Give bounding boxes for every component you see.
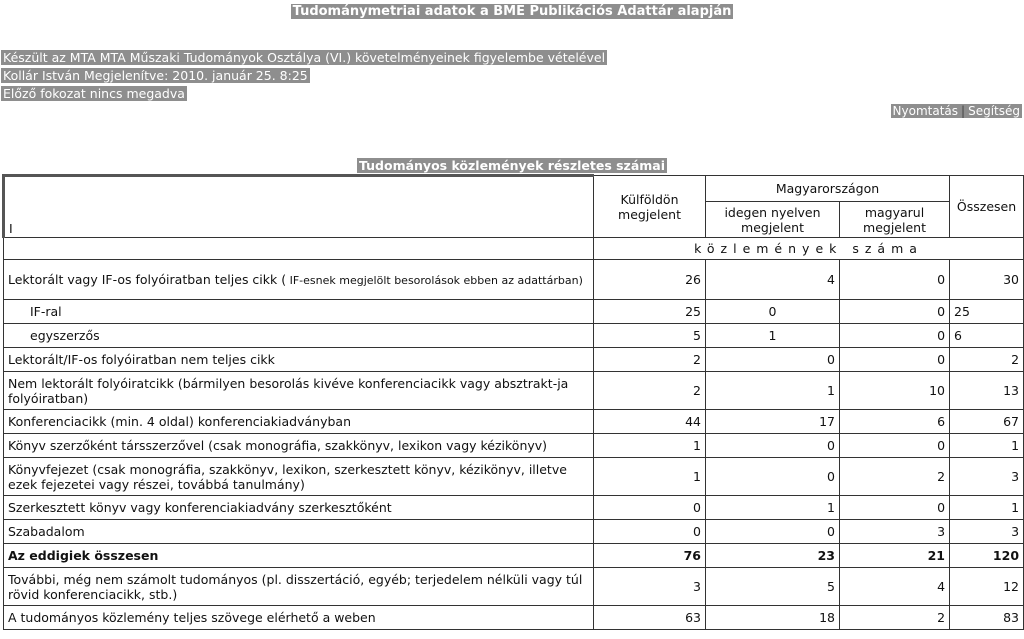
cell-hungarian: 4	[840, 568, 950, 606]
table-row	[4, 324, 1024, 348]
cell-total: 6	[950, 324, 1024, 348]
table-row-total	[4, 544, 1024, 568]
cell-total: 25	[950, 300, 1024, 324]
cell-foreign-language: 18	[706, 606, 840, 630]
cell-abroad: 26	[594, 260, 706, 300]
cell-hungarian: 0	[840, 348, 950, 372]
cell-hungarian: 0	[840, 496, 950, 520]
col-header-hungary: Magyarországon	[706, 176, 950, 202]
page-title-row	[0, 4, 1024, 19]
cell-foreign-language: 0	[706, 434, 840, 458]
page-title: Tudománymetriai adatok a BME Publikációs Adattár alapján	[292, 4, 732, 19]
table-row	[4, 372, 1024, 410]
cell-total: 3	[950, 458, 1024, 496]
cell-hungarian: 0	[840, 324, 950, 348]
cell-hungarian: 21	[840, 544, 950, 568]
cell-abroad: 0	[594, 520, 706, 544]
cell-foreign-language: 1	[706, 324, 840, 348]
cell-hungarian: 3	[840, 520, 950, 544]
table-row	[4, 300, 1024, 324]
cell-total: 1	[950, 434, 1024, 458]
row-label: A tudományos közlemény teljes szövege elérhető a weben	[4, 606, 594, 630]
table-row	[4, 520, 1024, 544]
corner-header: I	[4, 176, 594, 238]
row-note: IF-esnek megjelölt besorolások ebben az adattárban)	[286, 274, 583, 287]
cell-abroad: 5	[594, 324, 706, 348]
table-row	[4, 434, 1024, 458]
cell-abroad: 25	[594, 300, 706, 324]
cell-total: 12	[950, 568, 1024, 606]
cell-foreign-language: 1	[706, 496, 840, 520]
cell-abroad: 76	[594, 544, 706, 568]
cell-hungarian: 0	[840, 300, 950, 324]
cell-hungarian: 2	[840, 606, 950, 630]
table-row	[4, 260, 1024, 300]
cell-foreign-language: 0	[706, 520, 840, 544]
row-label: IF-ral	[4, 300, 594, 324]
link-separator: |	[961, 104, 966, 118]
table-row	[4, 496, 1024, 520]
top-links	[891, 104, 1022, 118]
subheader-blank	[4, 238, 594, 260]
col-header-abroad: Külföldön megjelent	[594, 176, 706, 238]
row-label: Lektorált vagy IF-os folyóiratban teljes cikk ( IF-esnek megjelölt besorolások ebben az adattárban)	[4, 260, 594, 300]
cell-foreign-language: 0	[706, 300, 840, 324]
cell-foreign-language: 23	[706, 544, 840, 568]
table-row	[4, 410, 1024, 434]
cell-total: 67	[950, 410, 1024, 434]
section-title: Tudományos közlemények részletes számai	[358, 158, 666, 173]
cell-abroad: 3	[594, 568, 706, 606]
cell-foreign-language: 0	[706, 348, 840, 372]
print-link[interactable]: Nyomtatás	[892, 104, 959, 118]
cell-foreign-language: 0	[706, 458, 840, 496]
table-row	[4, 568, 1024, 606]
cell-abroad: 2	[594, 348, 706, 372]
col-header-total: Összesen	[950, 176, 1024, 238]
cell-total: 120	[950, 544, 1024, 568]
cell-hungarian: 2	[840, 458, 950, 496]
table-row	[4, 606, 1024, 630]
cell-total: 1	[950, 496, 1024, 520]
publication-stats-table	[2, 174, 1024, 630]
row-label: Nem lektorált folyóiratcikk (bármilyen besorolás kivéve konferenciacikk vagy absztrakt-ja folyóiratban)	[4, 372, 594, 410]
cell-hungarian: 6	[840, 410, 950, 434]
table-row	[4, 458, 1024, 496]
cell-abroad: 1	[594, 434, 706, 458]
cell-total: 30	[950, 260, 1024, 300]
section-title-row	[0, 158, 1024, 173]
row-label: Szerkesztett könyv vagy konferenciakiadvány szerkesztőként	[4, 496, 594, 520]
cell-hungarian: 0	[840, 434, 950, 458]
cell-total: 2	[950, 348, 1024, 372]
row-label: További, még nem számolt tudományos (pl. disszertáció, egyéb; terjedelem nélküli vagy túl rövid konferenciacikk, stb.)	[4, 568, 594, 606]
cell-abroad: 44	[594, 410, 706, 434]
row-label: Lektorált/IF-os folyóiratban nem teljes cikk	[4, 348, 594, 372]
cell-hungarian: 0	[840, 260, 950, 300]
cell-hungarian: 10	[840, 372, 950, 410]
cell-total: 13	[950, 372, 1024, 410]
col-header-foreign-language: idegen nyelven megjelent	[706, 202, 840, 238]
cell-abroad: 1	[594, 458, 706, 496]
row-label: Az eddigiek összesen	[4, 544, 594, 568]
row-label: egyszerzős	[4, 324, 594, 348]
row-label: Konferenciacikk (min. 4 oldal) konferenciakiadványban	[4, 410, 594, 434]
cell-total: 3	[950, 520, 1024, 544]
cell-foreign-language: 4	[706, 260, 840, 300]
help-link[interactable]: Segítség	[968, 104, 1020, 118]
cell-abroad: 2	[594, 372, 706, 410]
cell-foreign-language: 1	[706, 372, 840, 410]
cell-abroad: 0	[594, 496, 706, 520]
cell-foreign-language: 5	[706, 568, 840, 606]
row-label: Szabadalom	[4, 520, 594, 544]
subheader-count-label: közlemények száma	[594, 238, 1024, 260]
row-label: Könyvfejezet (csak monográfia, szakkönyv, lexikon, szerkesztett könyv, kézikönyv, illetve ezek fejezetei vagy részei, továbbá tanulmány)	[4, 458, 594, 496]
cell-total: 83	[950, 606, 1024, 630]
meta-line-previous-degree: Előző fokozat nincs megadva	[3, 86, 185, 101]
table-row	[4, 348, 1024, 372]
row-label: Könyv szerzőként társszerzővel (csak monográfia, szakkönyv, lexikon vagy kézikönyv)	[4, 434, 594, 458]
meta-line-criteria: Készült az MTA MTA Műszaki Tudományok Osztálya (VI.) követelményeinek figyelembe vételével	[3, 50, 606, 65]
col-header-hungarian: magyarul megjelent	[840, 202, 950, 238]
cell-abroad: 63	[594, 606, 706, 630]
meta-line-author-date: Kollár István Megjelenítve: 2010. január 25. 8:25	[3, 68, 308, 83]
cell-foreign-language: 17	[706, 410, 840, 434]
